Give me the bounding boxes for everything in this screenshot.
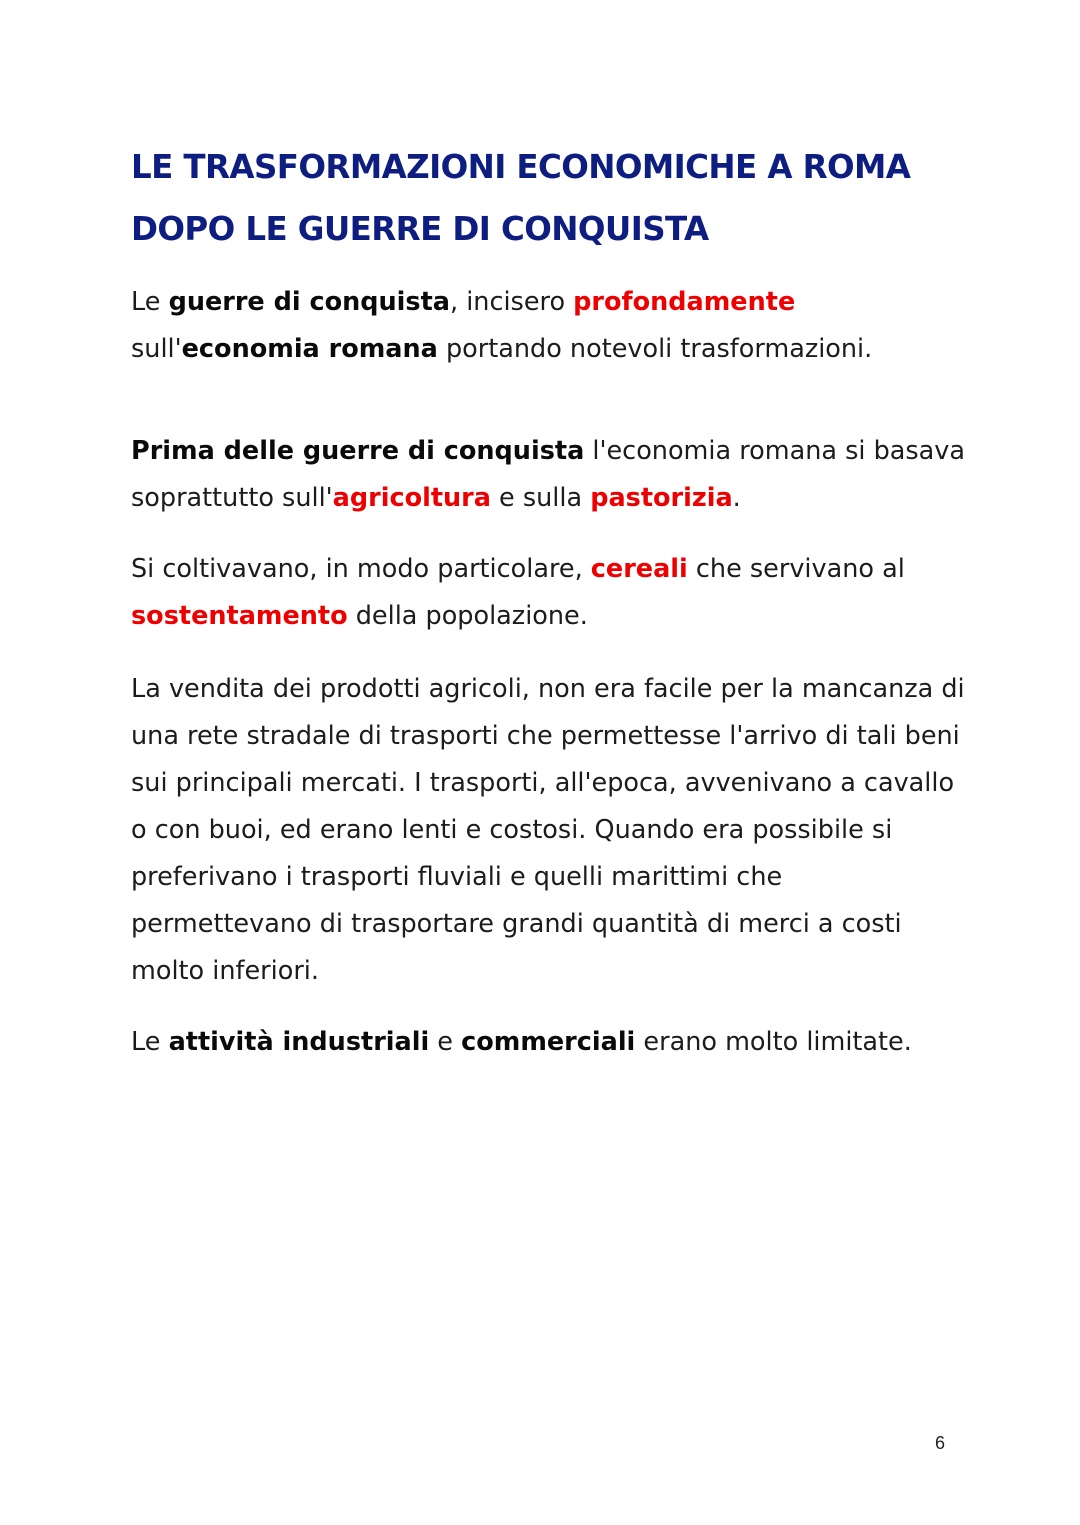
paragraph-5 xyxy=(131,1019,966,1066)
text-run: sull' xyxy=(131,334,182,364)
bold-term: economia romana xyxy=(181,334,438,364)
text-run: della popolazione. xyxy=(347,601,588,631)
text-run: che servivano al xyxy=(687,554,905,584)
text-run: Le xyxy=(131,1027,169,1057)
text-run: . xyxy=(732,483,741,513)
bold-term: attività industriali xyxy=(168,1027,430,1057)
paragraph-3 xyxy=(131,546,966,640)
highlight-term: profondamente xyxy=(573,287,796,317)
bold-term: guerre di conquista xyxy=(168,287,450,317)
text-run: e xyxy=(429,1027,462,1057)
title-line-1: LE TRASFORMAZIONI ECONOMICHE A ROMA xyxy=(131,148,911,186)
paragraph-4: La vendita dei prodotti agricoli, non era facile per la mancanza di una rete stradale di trasporti che permettesse l'arrivo di tali beni sui principali mercati. I trasporti, all'epoca, avvenivano a cavallo o con buoi, ed erano lenti e costosi. Quando era possibile si preferivano i trasporti fluviali e quelli marittimi che permettevano di trasportare grandi quantità di merci a costi molto inferiori. xyxy=(131,674,965,986)
text-run: Si coltivavano, in modo particolare, xyxy=(131,554,591,584)
highlight-term: sostentamento xyxy=(131,601,348,631)
paragraph-2 xyxy=(131,428,966,522)
highlight-term: pastorizia xyxy=(590,483,733,513)
bold-term: commerciali xyxy=(461,1027,636,1057)
title-line-2: DOPO LE GUERRE DI CONQUISTA xyxy=(131,210,709,248)
text-run: l'economia romana si basava soprattutto sull' xyxy=(131,436,966,513)
text-run: portando notevoli trasformazioni. xyxy=(437,334,873,364)
bold-term: Prima delle guerre di conquista xyxy=(131,436,585,466)
text-run: e sulla xyxy=(490,483,591,513)
highlight-term: cereali xyxy=(590,554,688,584)
page-number: 6 xyxy=(935,1433,946,1453)
page-title xyxy=(131,136,961,260)
highlight-term: agricoltura xyxy=(332,483,491,513)
text-run: erano molto limitate. xyxy=(635,1027,912,1057)
text-run: Le xyxy=(131,287,169,317)
paragraph-1 xyxy=(131,279,966,373)
text-run: , incisero xyxy=(449,287,574,317)
